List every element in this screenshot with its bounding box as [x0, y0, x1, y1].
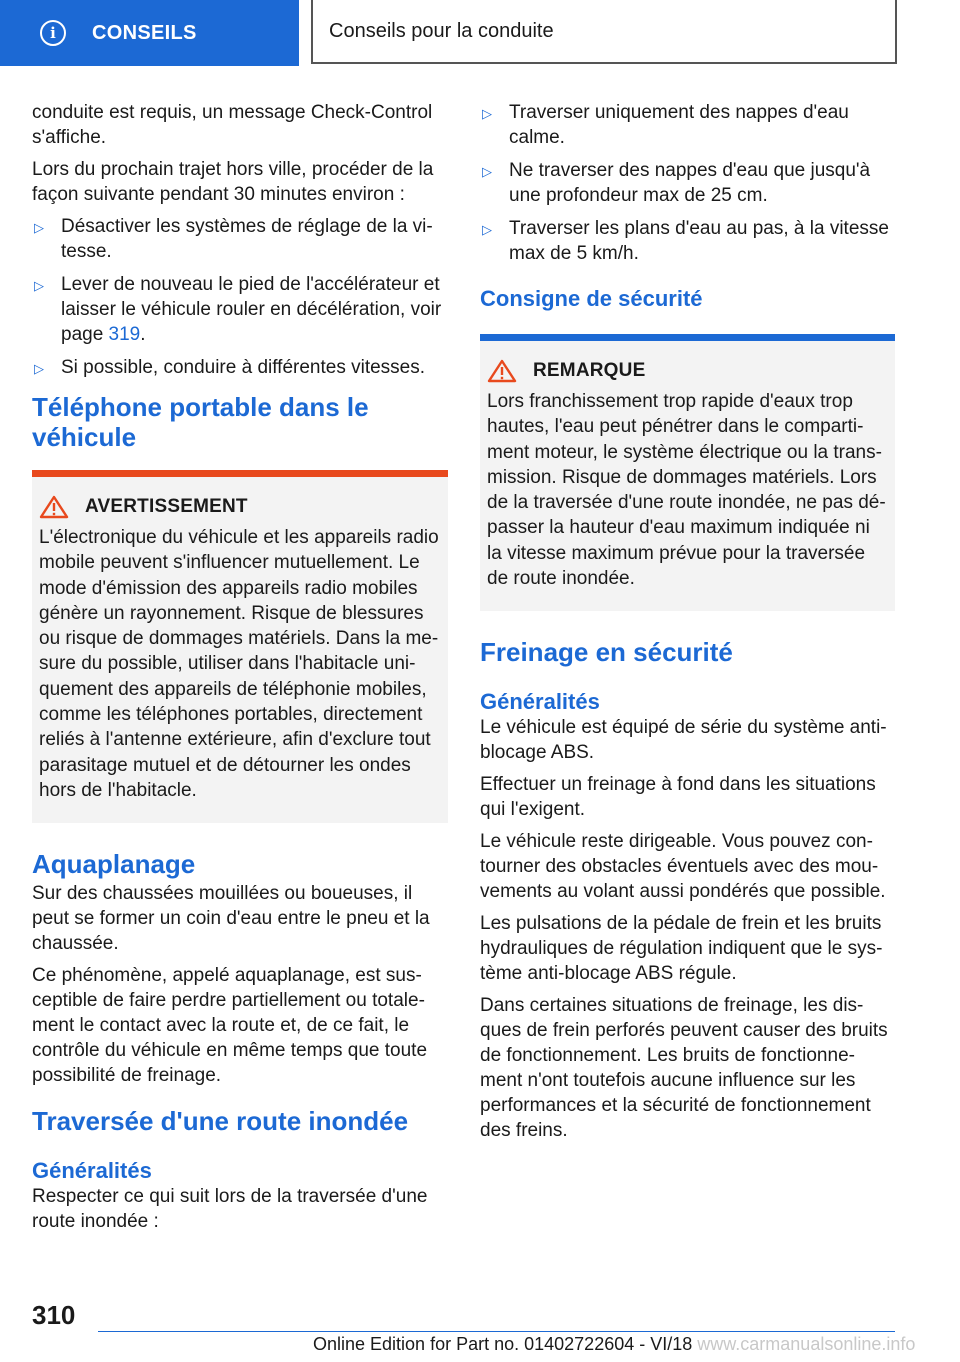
- list-item: ▷ Traverser les plans d'eau au pas, à la vitesse max de 5 km/h.: [482, 218, 889, 264]
- watermark: www.carmanualsonline.info: [697, 1334, 916, 1354]
- subheading-general: Généralités: [32, 1158, 152, 1184]
- triangle-bullet-icon: ▷: [482, 106, 492, 121]
- footer-divider: [98, 1331, 895, 1332]
- bullet-list: [480, 100, 895, 266]
- warning-header: [39, 495, 440, 519]
- section-heading-braking: Freinage en sécurité: [480, 637, 733, 668]
- paragraph: Effectuer un freinage à fond dans les situations qui l'exigent.: [480, 774, 876, 821]
- paragraph: Sur des chaussées mouillées ou boueuses, il peut se former un coin d'eau entre le pneu et la chaussée.: [32, 883, 430, 955]
- chapter-title-box: [311, 0, 897, 64]
- section-tab[interactable]: [0, 0, 299, 66]
- bullet-list: [32, 214, 448, 380]
- note-text: Lors franchissement trop rapide d'eaux trop hautes, l'eau peut pénétrer dans le comparti-ment moteur, le système électrique ou la trans-mission. Risque de dommages matériels. Lors de la traversée d'une route inondée, ne pas dé-passer la hauteur d'eau maximum indiquée ni la vitesse maximum prévue pour la traversée de route inondée.: [487, 391, 886, 590]
- page-header: [0, 0, 960, 66]
- note-header: [487, 359, 887, 383]
- paragraph: Les pulsations de la pédale de frein et les bruits hydrauliques de régulation indiquent que le sys-tème anti-blocage ABS régule.: [480, 913, 883, 985]
- paragraph: Dans certaines situations de freinage, les dis-ques de frein perforés peuvent causer des bruits de fonctionnement. Les bruits de fonctionne-ment n'ont toutefois aucune influence sur les performances et la sécurité de fonctionnement des freins.: [480, 995, 888, 1142]
- warning-label: AVERTISSEMENT: [85, 496, 248, 517]
- triangle-bullet-icon: ▷: [34, 278, 44, 293]
- paragraph: Lors du prochain trajet hors ville, procéder de la façon suivante pendant 30 minutes environ :: [32, 159, 434, 205]
- paragraph: conduite est requis, un message Check-Control s'affiche.: [32, 102, 433, 148]
- paragraph: Respecter ce qui suit lors de la traversée d'une route inondée :: [32, 1186, 428, 1233]
- right-column: [480, 100, 895, 1150]
- section-heading-aquaplaning: Aquaplanage: [32, 849, 196, 880]
- paragraph: Le véhicule reste dirigeable. Vous pouvez con-tourner des obstacles éventuels avec des mou-vements au volant aussi pondérés que possible.: [480, 831, 886, 903]
- warning-triangle-icon: [487, 359, 517, 383]
- triangle-bullet-icon: ▷: [34, 220, 44, 235]
- info-icon: i: [40, 20, 66, 46]
- warning-text: L'électronique du véhicule et les appareils radio mobile peuvent s'influencer mutuellement. Le mode d'émission des appareils radio mobiles génère un rayonnement. Risque de blessures ou risque de dommages matériels. Dans la me-sure du possible, utiliser dans l'habitacle uni-quement des appareils de téléphonie mobiles, comme les téléphones portables, directement reliés à l'antenne extérieure, afin d'exclure tout parasitage mutuel et de détourner les ondes hors de l'habitacle.: [39, 527, 439, 801]
- note-box: [480, 334, 895, 611]
- section-tab-label: CONSEILS: [92, 21, 197, 44]
- warning-triangle-icon: [39, 495, 69, 519]
- subheading-general: Généralités: [480, 689, 600, 715]
- warning-box: [32, 470, 448, 823]
- footer-edition: Online Edition for Part no. 01402722604 - VI/18 www.carmanualsonline.info: [313, 1334, 916, 1354]
- section-heading-phone: Téléphone portable dans le véhicule: [32, 392, 369, 452]
- paragraph: Ce phénomène, appelé aquaplanage, est sus-ceptible de faire perdre partiellement ou totale-ment le contact avec la route et, de ce fait, le contrôle du véhicule en même temps que toute possibilité de freinage.: [32, 965, 428, 1087]
- list-item: ▷ Lever de nouveau le pied de l'accélérateur et laisser le véhicule rouler en décélération, voir page 319.: [34, 274, 442, 345]
- chapter-title: Conseils pour la conduite: [329, 19, 554, 42]
- page-link[interactable]: 319: [108, 324, 141, 345]
- triangle-bullet-icon: ▷: [482, 222, 492, 237]
- section-heading-flooded-road: Traversée d'une route inondée: [32, 1106, 409, 1137]
- section-heading-safety: Consigne de sécurité: [480, 286, 703, 311]
- list-item: ▷ Si possible, conduire à différentes vitesses.: [32, 355, 448, 380]
- left-column: [32, 100, 448, 1241]
- list-item: ▷ Ne traverser des nappes d'eau que jusqu'à une profondeur max de 25 cm.: [482, 160, 871, 206]
- paragraph: Le véhicule est équipé de série du système anti-blocage ABS.: [480, 717, 887, 764]
- note-label: REMARQUE: [533, 360, 646, 381]
- page-number: 310: [32, 1300, 76, 1330]
- list-item: ▷ Désactiver les systèmes de réglage de la vi-tesse.: [34, 216, 433, 262]
- triangle-bullet-icon: ▷: [34, 361, 44, 376]
- list-item: ▷ Traverser uniquement des nappes d'eau calme.: [482, 102, 849, 148]
- triangle-bullet-icon: ▷: [482, 164, 492, 179]
